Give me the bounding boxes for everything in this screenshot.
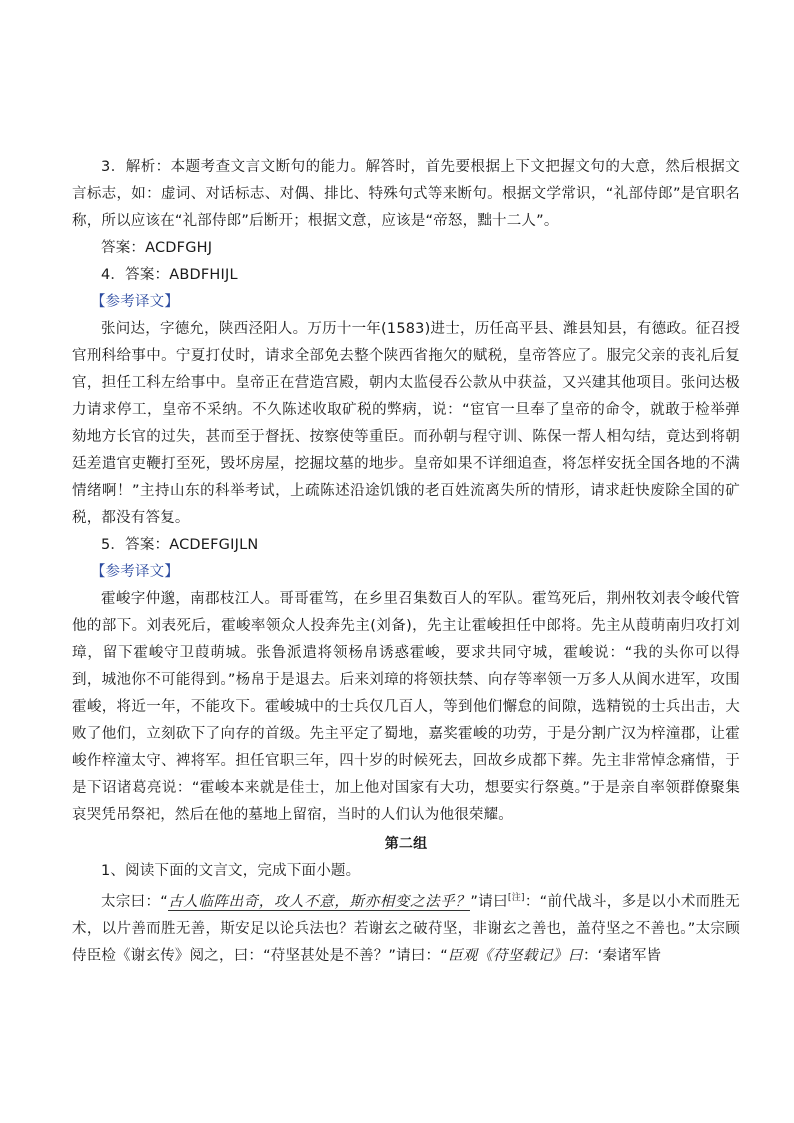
passage-text-2: ”请曰 bbox=[470, 893, 508, 910]
passage-text-3: ：“前代战斗，多是以小术而胜无术，以片善而胜无善，斯安足以论兵法也？若谢玄之破苻坚，非谢玄之善也，盖苻坚之不善也。”太宗顾侍臣检《谢玄传》阅之，曰：“苻坚甚处是不善？”请曰：“ bbox=[72, 893, 741, 964]
underlined-sentence: 古人临阵出奇，攻人不意，斯亦相变之法乎？ bbox=[167, 893, 471, 910]
question-1-prompt: 1、阅读下面的文言文，完成下面小题。 bbox=[101, 863, 361, 879]
passage-text-4: ：‘秦诸军皆 bbox=[582, 947, 662, 964]
q5-reference-heading: 【参考译文】 bbox=[90, 564, 180, 580]
classical-passage bbox=[72, 885, 740, 970]
quoted-source: 臣观《苻坚载记》曰 bbox=[447, 947, 583, 964]
q3-analysis: 3．解析：本题考查文言文断句的能力。解答时，首先要根据上下文把握文句的大意，然后根据文言标志，如：虚词、对话标志、对偶、排比、特殊句式等来断句。根据文学常识，“礼部侍郎”是官职名称，所以应该在“礼部侍郎”后断开；根据文意，应该是“帝怒，黜十二人”。 bbox=[72, 159, 740, 229]
q5-translation: 霍峻字仲邈，南郡枝江人。哥哥霍笃，在乡里召集数百人的军队。霍笃死后，荆州牧刘表令峻代管他的部下。刘表死后，霍峻率领众人投奔先主(刘备)，先主让霍峻担任中郎将。先主从葭萌南归攻打刘璋，留下霍峻守卫葭萌城。张鲁派遣将领杨帛诱惑霍峻，要求共同守城，霍峻说：“我的头你可以得到，城池你不可能得到。”杨帛于是退去。后来刘璋的将领扶禁、向存等率领一万多人从阆水进军，攻围霍峻，将近一年，不能攻下。霍峻城中的士兵仅几百人，等到他们懈怠的间隙，选精锐的士兵出击，大败了他们，立刻砍下了向存的首级。先主平定了蜀地，嘉奖霍峻的功劳，于是分割广汉为梓潼郡，让霍峻作梓潼太守、裨将军。担任官职三年，四十岁的时候死去，回故乡成都下葬。先主非常悼念痛惜，于是下诏诸葛亮说：“霍峻本来就是佳士，加上他对国家有大功，想要实行祭奠。”于是亲自率领群僚聚集哀哭凭吊祭祀，然后在他的墓地上留宿，当时的人们认为他很荣耀。 bbox=[72, 591, 740, 823]
section-title: 第二组 bbox=[384, 836, 428, 852]
q4-answer: 4．答案：ABDFHIJL bbox=[101, 267, 238, 283]
q5-answer: 5．答案：ACDEFGIJLN bbox=[101, 537, 259, 553]
document-body bbox=[72, 154, 740, 970]
q4-reference-heading: 【参考译文】 bbox=[90, 294, 180, 310]
passage-text-1: 太宗曰：“ bbox=[101, 893, 168, 910]
q3-answer: 答案：ACDFGHJ bbox=[101, 240, 213, 256]
q4-translation: 张问达，字德允，陕西泾阳人。万历十一年(1583)进士，历任高平县、潍县知县，有德政。征召授官刑科给事中。宁夏打仗时，请求全部免去整个陕西省拖欠的赋税，皇帝答应了。服完父亲的丧礼后复官，担任工科左给事中。皇帝正在营造宫殿，朝内太监侵吞公款从中获益，又兴建其他项目。张问达极力请求停工，皇帝不采纳。不久陈述收取矿税的弊病，说：“宦官一旦奉了皇帝的命令，就敢于检举弹劾地方长官的过失，甚而至于督抚、按察使等重臣。而孙朝与程守训、陈保一帮人相勾结，竟达到将朝廷差遣官吏鞭打至死，毁坏房屋，挖掘坟墓的地步。皇帝如果不详细追查，将怎样安抚全国各地的不满情绪啊！”主持山东的科举考试，上疏陈述沿途饥饿的老百姓流离失所的情形，请求赶快废除全国的矿税，都没有答复。 bbox=[72, 321, 740, 526]
note-marker: [注] bbox=[507, 893, 525, 903]
